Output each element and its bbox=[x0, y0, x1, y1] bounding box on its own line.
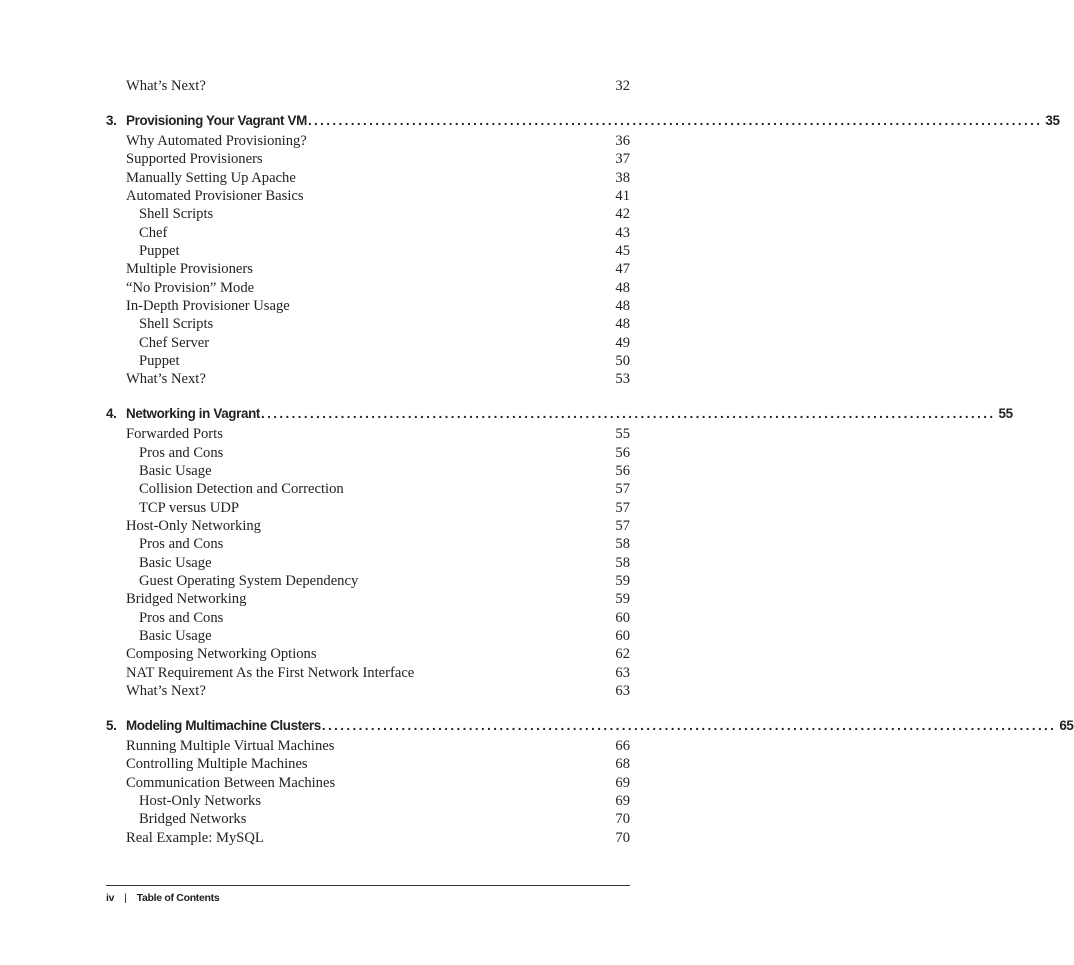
toc-section bbox=[126, 279, 630, 297]
toc-entry-title: Collision Detection and Correction bbox=[139, 481, 344, 498]
toc-chapter-title: Provisioning Your Vagrant VM bbox=[126, 112, 307, 128]
toc-section bbox=[126, 590, 630, 608]
toc-entry-page: 43 bbox=[615, 224, 630, 241]
toc-dot-leader: ........................................................................................................................ bbox=[261, 406, 996, 422]
toc-section bbox=[126, 664, 630, 682]
toc-section bbox=[126, 169, 630, 187]
toc-section bbox=[126, 682, 630, 700]
toc-entry-title: Bridged Networks bbox=[139, 811, 247, 828]
toc-entry-title: Basic Usage bbox=[139, 628, 212, 645]
toc-entry-page: 70 bbox=[615, 811, 630, 828]
toc-entry-title: Guest Operating System Dependency bbox=[139, 573, 359, 590]
toc-chapter-number: 4. bbox=[106, 406, 117, 422]
toc-entry-title: Running Multiple Virtual Machines bbox=[126, 738, 335, 754]
toc-chapter bbox=[106, 111, 1060, 131]
toc-entry-page: 50 bbox=[615, 353, 630, 370]
toc-entry-page: 32 bbox=[615, 78, 630, 94]
toc-entry-title: Supported Provisioners bbox=[126, 151, 263, 168]
toc-entry-title: Shell Scripts bbox=[139, 206, 214, 223]
toc-entry-page: 60 bbox=[615, 609, 630, 626]
toc-chapter-number: 5. bbox=[106, 718, 117, 733]
toc-section bbox=[126, 737, 630, 755]
toc-chapter-page: 35 bbox=[1045, 112, 1060, 128]
toc-chapter-title: Networking in Vagrant bbox=[126, 406, 261, 422]
toc-entry-page: 57 bbox=[615, 481, 630, 498]
toc-entry-title: Automated Provisioner Basics bbox=[126, 187, 304, 204]
toc-entry-page: 48 bbox=[615, 298, 630, 314]
page-footer bbox=[106, 890, 219, 906]
toc-entry-page: 57 bbox=[615, 499, 630, 516]
toc-subsection bbox=[139, 499, 630, 517]
footer-rule bbox=[106, 885, 630, 886]
toc-entry-title: Real Example: MySQL bbox=[126, 829, 264, 846]
toc-entry-title: “No Provision” Mode bbox=[126, 279, 255, 296]
toc-section bbox=[126, 132, 630, 150]
toc-chapter-title: Modeling Multimachine Clusters bbox=[126, 718, 321, 733]
toc-entry-title: Multiple Provisioners bbox=[126, 261, 253, 278]
toc-entry-title: Bridged Networking bbox=[126, 591, 247, 608]
toc-entry-title: What’s Next? bbox=[126, 78, 206, 94]
toc-subsection bbox=[139, 462, 630, 480]
toc-entry-title: Composing Networking Options bbox=[126, 646, 317, 663]
toc-subsection bbox=[139, 315, 630, 333]
toc-section bbox=[126, 370, 630, 388]
toc-entry-title: Host-Only Networks bbox=[139, 793, 262, 810]
toc-entry-title: Puppet bbox=[139, 242, 180, 259]
toc-entry-title: In-Depth Provisioner Usage bbox=[126, 298, 290, 314]
toc-entry-page: 66 bbox=[615, 738, 630, 754]
footer-separator: | bbox=[124, 892, 127, 904]
toc-subsection bbox=[139, 224, 630, 242]
toc-entry-title: Basic Usage bbox=[139, 462, 212, 479]
toc-entry-page: 69 bbox=[615, 793, 630, 810]
toc-chapter bbox=[106, 404, 1013, 424]
toc-section bbox=[126, 77, 630, 95]
toc-entry-page: 69 bbox=[615, 774, 630, 791]
toc-entry-title: Basic Usage bbox=[139, 554, 212, 571]
toc-section bbox=[126, 150, 630, 168]
toc-entry-page: 45 bbox=[615, 242, 630, 259]
toc-entry-page: 58 bbox=[615, 536, 630, 553]
toc-subsection bbox=[139, 535, 630, 553]
toc-entry-title: Manually Setting Up Apache bbox=[126, 169, 296, 186]
toc-subsection bbox=[139, 242, 630, 260]
toc-subsection bbox=[139, 609, 630, 627]
toc-entry-page: 47 bbox=[615, 261, 630, 278]
toc-entry-page: 49 bbox=[615, 334, 630, 351]
toc-subsection bbox=[139, 480, 630, 498]
toc-entry-page: 59 bbox=[615, 573, 630, 590]
toc-entry-page: 60 bbox=[615, 628, 630, 645]
toc-chapter-page: 55 bbox=[998, 406, 1013, 422]
toc-entry-page: 53 bbox=[615, 371, 630, 388]
toc-subsection bbox=[139, 810, 630, 828]
toc-subsection bbox=[139, 334, 630, 352]
toc-entry-title: Shell Scripts bbox=[139, 316, 214, 333]
toc-entry-page: 63 bbox=[615, 664, 630, 681]
toc-subsection bbox=[139, 352, 630, 370]
toc-entry-title: Chef bbox=[139, 224, 168, 241]
toc-entry-title: Host-Only Networking bbox=[126, 518, 261, 534]
toc-dot-leader: ........................................................................................................................ bbox=[307, 112, 1043, 128]
toc-section bbox=[126, 260, 630, 278]
toc-entry-title: Pros and Cons bbox=[139, 609, 224, 626]
toc-entry-page: 63 bbox=[615, 683, 630, 700]
toc-section bbox=[126, 774, 630, 792]
toc-entry-title: NAT Requirement As the First Network Interface bbox=[126, 664, 415, 681]
toc-section bbox=[126, 645, 630, 663]
toc-entry-title: Chef Server bbox=[139, 334, 210, 351]
toc-entry-page: 59 bbox=[615, 591, 630, 608]
toc-entry-title: Pros and Cons bbox=[139, 536, 224, 553]
toc-subsection bbox=[139, 444, 630, 462]
toc-entry-page: 48 bbox=[615, 316, 630, 333]
toc-chapter bbox=[106, 716, 1074, 736]
toc-section bbox=[126, 829, 630, 847]
toc-section bbox=[126, 187, 630, 205]
toc-subsection bbox=[139, 792, 630, 810]
toc-entry-page: 37 bbox=[615, 151, 630, 168]
toc-entry-page: 42 bbox=[615, 206, 630, 223]
toc-entry-page: 38 bbox=[615, 169, 630, 186]
toc-entry-title: Controlling Multiple Machines bbox=[126, 756, 308, 773]
toc-section bbox=[126, 755, 630, 773]
toc-entry-page: 55 bbox=[615, 426, 630, 443]
toc-subsection bbox=[139, 627, 630, 645]
toc-entry-page: 36 bbox=[615, 132, 630, 149]
toc-entry-title: What’s Next? bbox=[126, 683, 206, 700]
toc-entry-page: 70 bbox=[615, 829, 630, 846]
toc-section bbox=[126, 517, 630, 535]
toc-section bbox=[126, 297, 630, 315]
toc-entry-title: Puppet bbox=[139, 353, 180, 370]
toc-chapter-number: 3. bbox=[106, 112, 117, 128]
footer-section-title: Table of Contents bbox=[136, 892, 220, 904]
toc-entry-page: 56 bbox=[615, 444, 630, 461]
toc-entry-title: Communication Between Machines bbox=[126, 774, 336, 791]
toc-entry-page: 48 bbox=[615, 279, 630, 296]
toc-entry-title: What’s Next? bbox=[126, 371, 206, 388]
toc-entry-page: 57 bbox=[615, 518, 630, 534]
toc-entry-title: Pros and Cons bbox=[139, 444, 224, 461]
toc-entry-page: 68 bbox=[615, 756, 630, 773]
toc-subsection bbox=[139, 554, 630, 572]
toc-entry-page: 41 bbox=[615, 187, 630, 204]
toc-entry-title: Why Automated Provisioning? bbox=[126, 132, 307, 149]
toc-dot-leader: ........................................................................................................................ bbox=[321, 718, 1057, 733]
toc-entry-title: TCP versus UDP bbox=[139, 499, 240, 516]
toc-chapter-page: 65 bbox=[1059, 718, 1074, 733]
toc-subsection bbox=[139, 205, 630, 223]
toc-entry-page: 56 bbox=[615, 462, 630, 479]
footer-page-number: iv bbox=[106, 892, 115, 904]
toc-entry-page: 62 bbox=[615, 646, 630, 663]
toc-entry-title: Forwarded Ports bbox=[126, 426, 223, 443]
toc-subsection bbox=[139, 572, 630, 590]
toc-entry-page: 58 bbox=[615, 554, 630, 571]
toc-section bbox=[126, 425, 630, 443]
